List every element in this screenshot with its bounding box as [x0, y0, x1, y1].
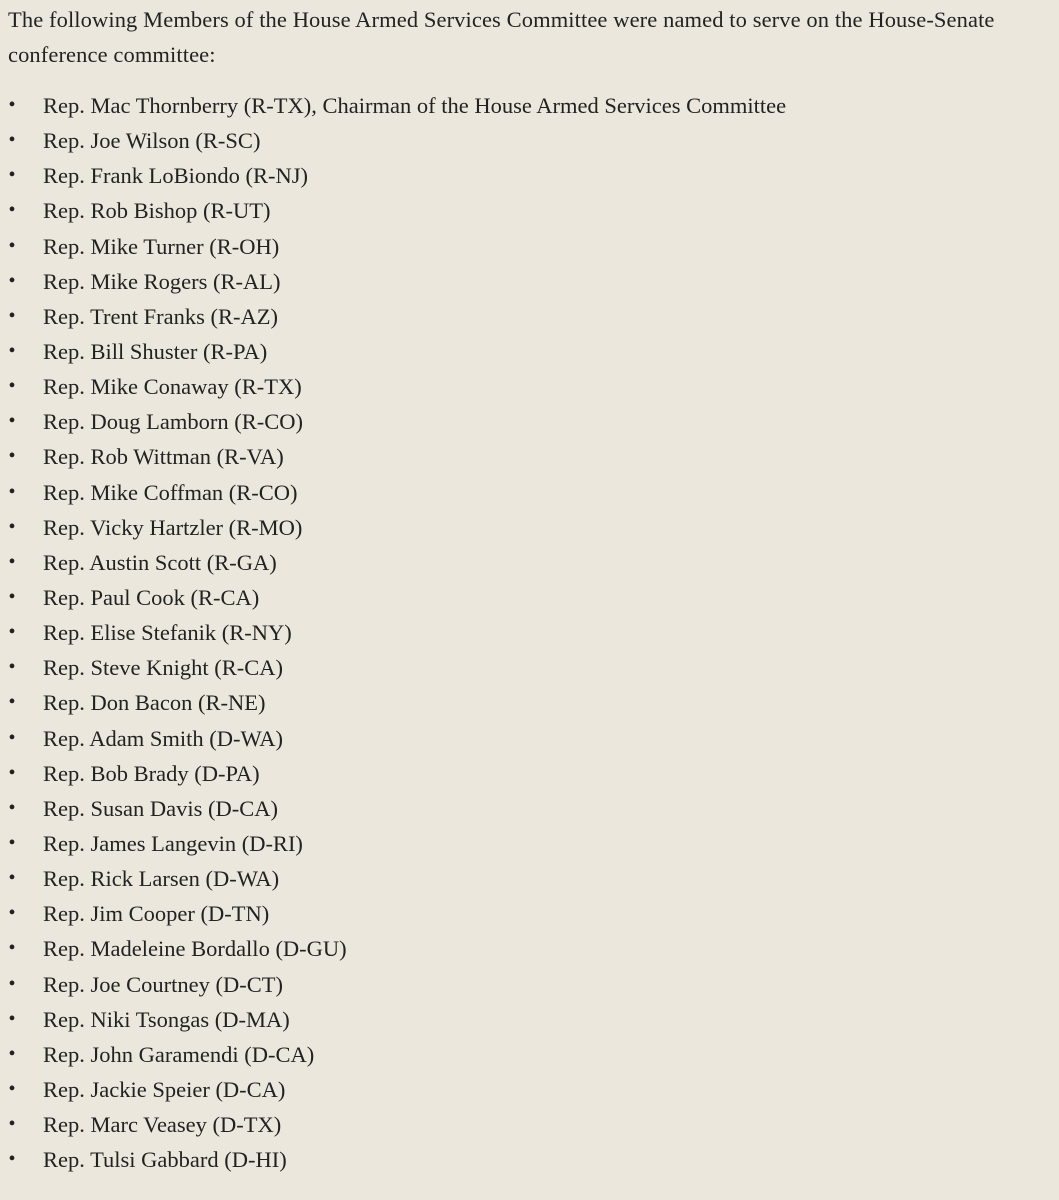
bullet-icon: • — [8, 94, 16, 116]
bullet-icon: • — [8, 1148, 16, 1171]
member-name: Rep. Elise Stefanik (R-NY) — [43, 620, 292, 646]
bullet-icon: • — [8, 480, 16, 503]
member-name: Rep. Tulsi Gabbard (D-HI) — [43, 1147, 287, 1173]
member-name: Rep. Susan Davis (D-CA) — [43, 795, 278, 821]
bullet-icon: • — [8, 691, 16, 714]
member-name: Rep. Joe Courtney (D-CT) — [43, 971, 283, 997]
bullet-icon: • — [8, 761, 16, 784]
member-name: Rep. Adam Smith (D-WA) — [43, 725, 283, 751]
bullet-icon: • — [8, 656, 16, 679]
bullet-icon: • — [8, 234, 16, 257]
member-name: Rep. Marc Veasey (D-TX) — [43, 1112, 282, 1138]
bullet-icon: • — [8, 269, 16, 292]
member-name: Rep. John Garamendi (D-CA) — [43, 1041, 315, 1067]
member-name: Rep. Doug Lamborn (R-CO) — [43, 409, 303, 435]
member-name: Rep. Paul Cook (R-CA) — [43, 584, 260, 610]
bullet-icon: • — [8, 375, 16, 398]
bullet-icon: • — [8, 304, 16, 327]
bullet-icon: • — [8, 445, 16, 468]
member-name: Rep. James Langevin (D-RI) — [43, 830, 303, 856]
member-name: Rep. Rob Wittman (R-VA) — [43, 444, 284, 470]
bullet-icon: • — [8, 621, 16, 644]
member-name: Rep. Don Bacon (R-NE) — [43, 690, 266, 716]
bullet-icon: • — [8, 585, 16, 608]
bullet-icon: • — [8, 164, 16, 187]
bullet-icon: • — [8, 831, 16, 854]
bullet-icon: • — [8, 339, 16, 362]
member-name: Rep. Mac Thornberry (R-TX), Chairman of the House Armed Services Committee — [43, 93, 787, 118]
member-name: Rep. Mike Conaway (R-TX) — [43, 374, 302, 400]
bullet-icon: • — [8, 1007, 16, 1030]
bullet-icon: • — [8, 550, 16, 573]
member-name: Rep. Frank LoBiondo (R-NJ) — [43, 163, 308, 189]
bullet-icon: • — [8, 902, 16, 925]
bullet-icon: • — [8, 867, 16, 890]
member-name: Rep. Trent Franks (R-AZ) — [43, 303, 278, 329]
member-name: Rep. Austin Scott (R-GA) — [43, 549, 277, 575]
member-name: Rep. Bob Brady (D-PA) — [43, 760, 260, 786]
bullet-icon: • — [8, 726, 16, 749]
bullet-icon: • — [8, 1113, 16, 1136]
bullet-icon: • — [8, 796, 16, 819]
bullet-icon: • — [8, 515, 16, 538]
intro-paragraph: The following Members of the House Armed Services Committee were named to serve on the House-Senate conference committee: — [8, 7, 995, 67]
bullet-icon: • — [8, 1077, 16, 1100]
bullet-icon: • — [8, 410, 16, 433]
member-name: Rep. Mike Coffman (R-CO) — [43, 479, 298, 505]
member-name: Rep. Mike Rogers (R-AL) — [43, 268, 281, 294]
bullet-icon: • — [8, 129, 16, 152]
member-name: Rep. Joe Wilson (R-SC) — [43, 128, 261, 154]
member-name: Rep. Rob Bishop (R-UT) — [43, 198, 271, 224]
bullet-icon: • — [8, 1042, 16, 1065]
member-name: Rep. Niki Tsongas (D-MA) — [43, 1006, 290, 1032]
member-name: Rep. Steve Knight (R-CA) — [43, 655, 283, 681]
member-name: Rep. Bill Shuster (R-PA) — [43, 338, 268, 364]
bullet-icon: • — [8, 199, 16, 222]
member-name: Rep. Rick Larsen (D-WA) — [43, 866, 280, 892]
member-name: Rep. Jackie Speier (D-CA) — [43, 1076, 286, 1102]
bullet-icon: • — [8, 937, 16, 960]
member-name: Rep. Madeleine Bordallo (D-GU) — [43, 936, 347, 962]
member-name: Rep. Jim Cooper (D-TN) — [43, 901, 270, 927]
bullet-icon: • — [8, 972, 16, 995]
member-name: Rep. Vicky Hartzler (R-MO) — [43, 514, 303, 540]
member-name: Rep. Mike Turner (R-OH) — [43, 233, 280, 259]
